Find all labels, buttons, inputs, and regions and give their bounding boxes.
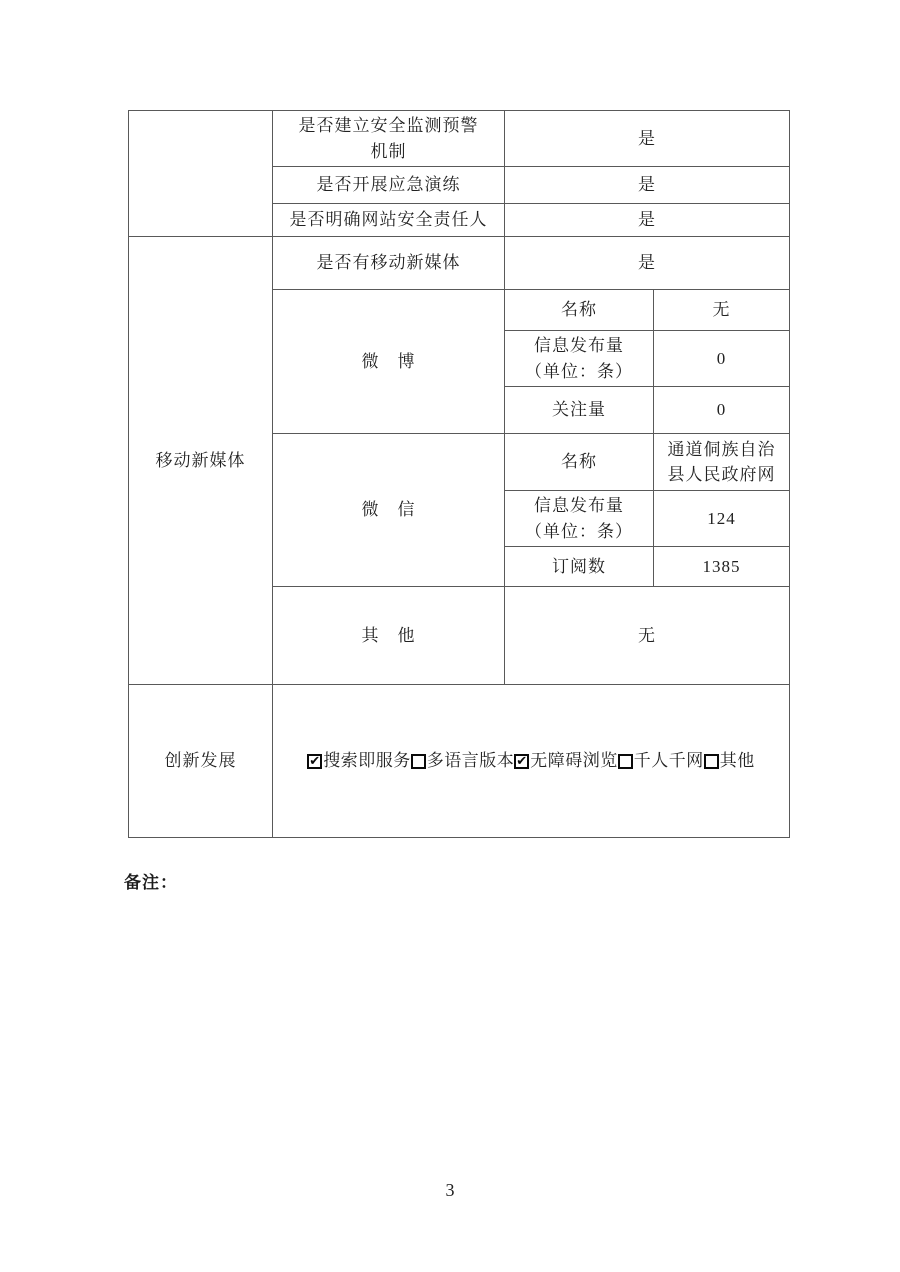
- sub-label-line: 信息发布量: [534, 336, 624, 355]
- option-label: 搜索即服务: [323, 751, 411, 771]
- row-label-line: 是否建立安全监测预警: [298, 116, 479, 135]
- sub-value-cell: [654, 434, 790, 491]
- group-label-cell-weibo: 微 博: [273, 290, 505, 434]
- sub-value-cell: 0: [654, 331, 790, 387]
- sub-label-cell: 名称: [505, 290, 654, 331]
- row-value-cell: 是: [505, 167, 790, 204]
- row-value-cell: 是: [505, 111, 790, 167]
- row-label-cell: 是否开展应急演练: [273, 167, 505, 204]
- option-label: 千人千网: [633, 751, 704, 771]
- page-number: 3: [445, 1180, 455, 1200]
- sub-value-line: 县人民政府网: [667, 465, 776, 484]
- innovation-option: [704, 748, 755, 774]
- checkbox-icon: [411, 754, 426, 769]
- annual-report-table: [128, 110, 790, 838]
- sub-value-line: 通道侗族自治: [667, 439, 776, 459]
- innovation-options-cell: [273, 685, 790, 838]
- checkbox-icon: [618, 754, 633, 769]
- group-label-cell-other: 其 他: [273, 587, 505, 685]
- row-value-cell: 是: [505, 204, 790, 237]
- option-label: 无障碍浏览: [530, 751, 618, 771]
- group-label-cell-weixin: 微 信: [273, 434, 505, 587]
- checkbox-icon: ✔: [309, 753, 321, 769]
- sub-label-cell: 关注量: [505, 387, 654, 434]
- sub-label-cell: 订阅数: [505, 547, 654, 587]
- innovation-options: [278, 748, 784, 774]
- remark-label: 备注：: [124, 873, 178, 892]
- row-label-cell: [273, 111, 505, 167]
- sub-label-cell: 名称: [505, 434, 654, 491]
- sub-label-cell: [505, 491, 654, 547]
- section-header-cell-mobile-media: 移动新媒体: [129, 237, 273, 685]
- section-header-cell-empty: [129, 111, 273, 237]
- sub-label-cell: [505, 331, 654, 387]
- row-value-cell: 是: [505, 237, 790, 290]
- sub-label-line: 信息发布量: [534, 496, 624, 515]
- checkbox-icon: ✔: [516, 753, 528, 769]
- sub-value-cell: 1385: [654, 547, 790, 587]
- sub-label-line: （单位：条）: [525, 361, 633, 381]
- row-label-cell: 是否明确网站安全责任人: [273, 204, 505, 237]
- row-label-cell: 是否有移动新媒体: [273, 237, 505, 290]
- innovation-option: [411, 748, 515, 774]
- checkbox-icon: [704, 754, 719, 769]
- innovation-option: [514, 748, 618, 774]
- section-header-cell-innovation: 创新发展: [129, 685, 273, 838]
- row-label-line: 机制: [370, 141, 407, 161]
- option-label: 多语言版本: [426, 751, 515, 771]
- sub-value-cell: 124: [654, 491, 790, 547]
- sub-value-cell: 0: [654, 387, 790, 434]
- sub-value-cell: 无: [654, 290, 790, 331]
- option-label: 其他: [719, 751, 755, 771]
- sub-label-line: （单位：条）: [525, 521, 633, 541]
- innovation-option: [618, 748, 704, 774]
- row-value-cell: 无: [505, 587, 790, 685]
- innovation-option: [307, 748, 411, 774]
